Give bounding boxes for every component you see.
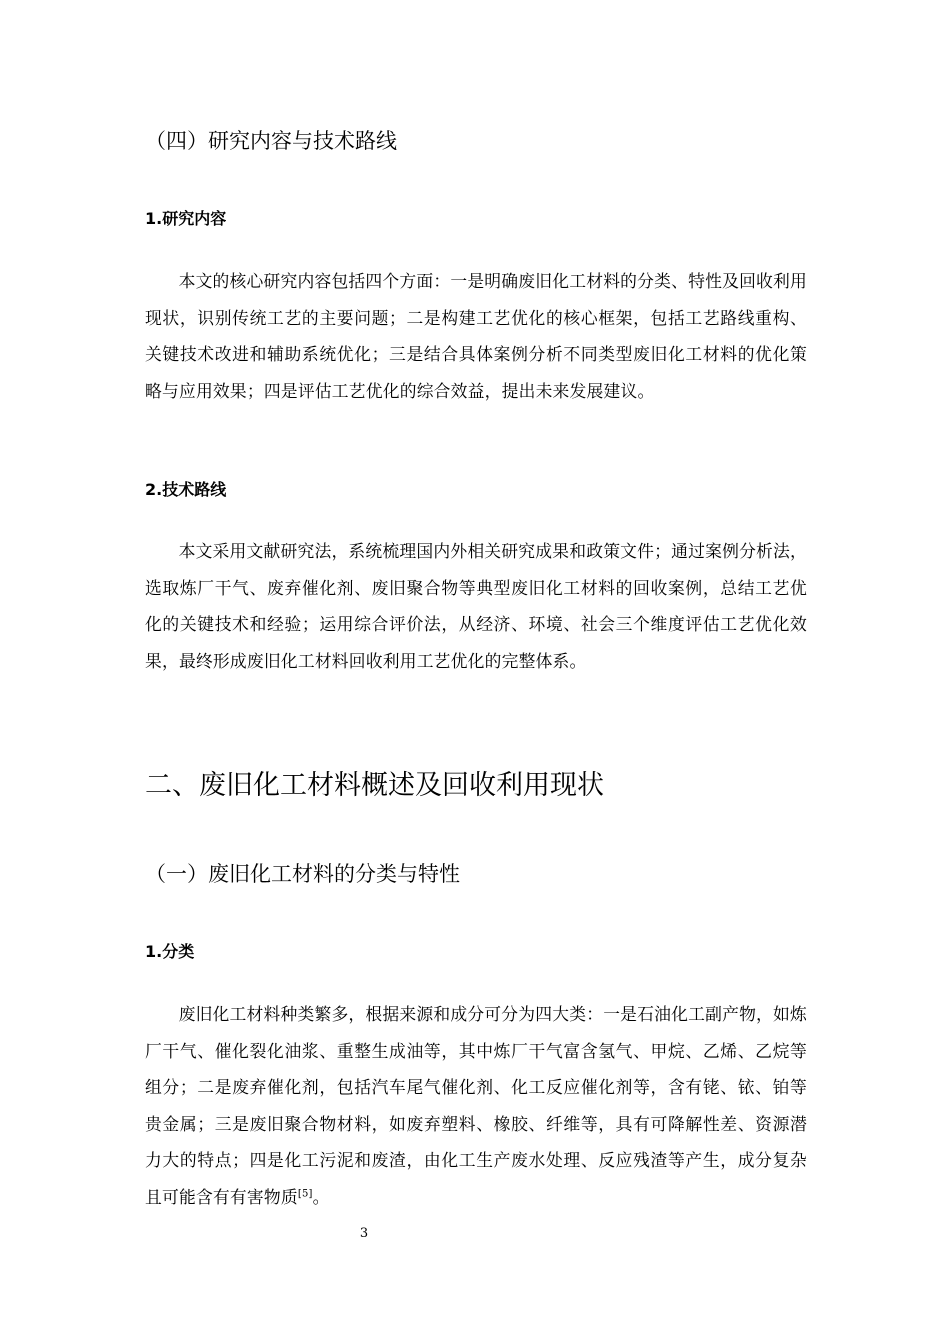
chapter-heading-overview: 二、废旧化工材料概述及回收利用现状 (145, 770, 604, 801)
page-number: 3 (359, 1226, 369, 1241)
subsection-heading-classification: 1.分类 (145, 942, 195, 961)
section-heading-classification-and-properties: （一）废旧化工材料的分类与特性 (145, 862, 460, 886)
classification-paragraph-text: 废旧化工材料种类繁多，根据来源和成分可分为四大类：一是石油化工副产物，如炼厂干气、催化裂化油浆、重整生成油等，其中炼厂干气富含氢气、甲烷、乙烯、乙烷等组分；二是废弃催化剂，包括汽车尾气催化剂、化工反应催化剂等，含有铑、铱、铂等贵金属；三是废旧聚合物材料，如废弃塑料、橡胶、纤维等，具有可降解性差、资源潜力大的特点；四是化工污泥和废渣，由化工生产废水处理、反应残渣等产生，成分复杂且可能含有有害物质 (145, 1004, 807, 1207)
subsection-heading-research-content: 1.研究内容 (145, 209, 227, 228)
research-content-paragraph: 本文的核心研究内容包括四个方面：一是明确废旧化工材料的分类、特性及回收利用现状，识别传统工艺的主要问题；二是构建工艺优化的核心框架，包括工艺路线重构、关键技术改进和辅助系统优化；三是结合具体案例分析不同类型废旧化工材料的优化策略与应用效果；四是评估工艺优化的综合效益，提出未来发展建议。 (145, 271, 807, 401)
citation-reference[interactable]: [5] (297, 1188, 313, 1200)
classification-paragraph-end: 。 (312, 1186, 330, 1207)
classification-paragraph (145, 996, 807, 1216)
section-heading-research-content-and-route: （四）研究内容与技术路线 (145, 129, 397, 153)
subsection-heading-technical-route: 2.技术路线 (145, 480, 227, 499)
technical-route-paragraph: 本文采用文献研究法，系统梳理国内外相关研究成果和政策文件；通过案例分析法，选取炼厂干气、废弃催化剂、废旧聚合物等典型废旧化工材料的回收案例，总结工艺优化的关键技术和经验；运用综合评价法，从经济、环境、社会三个维度评估工艺优化效果，最终形成废旧化工材料回收利用工艺优化的完整体系。 (145, 541, 807, 671)
